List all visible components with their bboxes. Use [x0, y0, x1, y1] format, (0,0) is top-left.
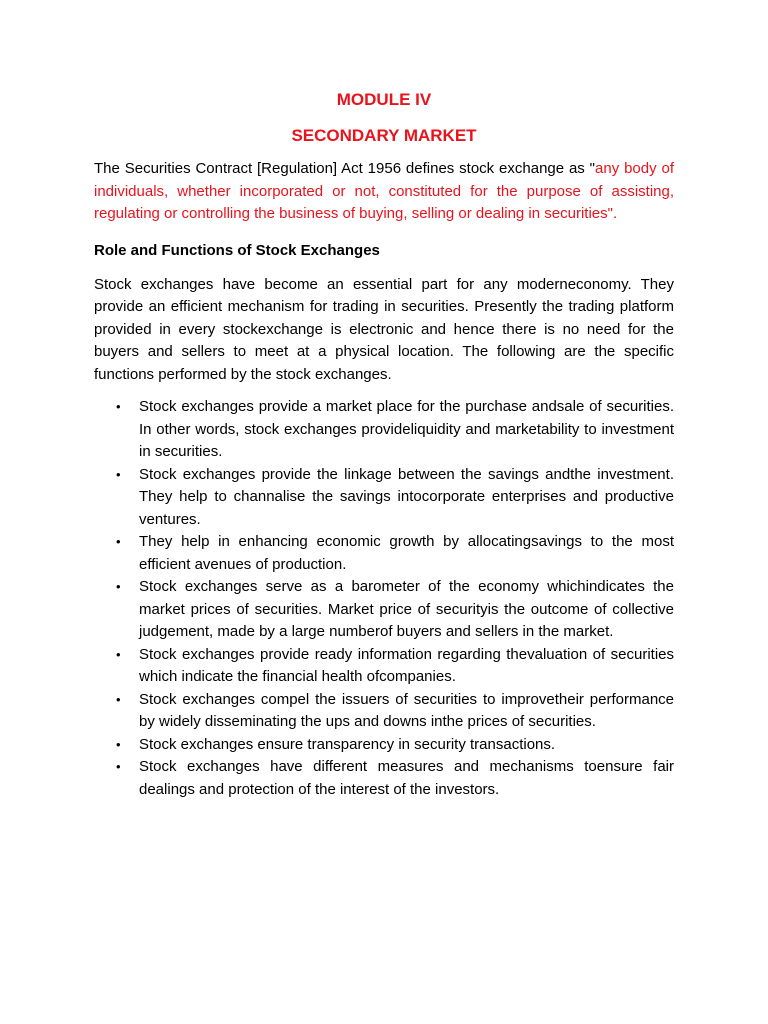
list-item: [116, 576, 674, 644]
bullet-icon: •: [116, 399, 121, 414]
bullet-icon: •: [116, 466, 121, 482]
list-item-text: Stock exchanges ensure transparency in security transactions.: [139, 735, 556, 753]
section-heading: Role and Functions of Stock Exchanges: [94, 241, 380, 259]
list-item-text: Stock exchanges provide a market place for the purchase andsale of securities. In other words, stock exchanges provideliquidity and marketability to investment in securities.: [139, 398, 674, 460]
bullet-icon: •: [116, 579, 121, 594]
list-item: [116, 734, 674, 757]
list-item: [116, 644, 674, 689]
intro-definition: any body of individuals, whether incorporated or not, constituted for the purpose of assisting, regulating or controlling the business of buying, selling or dealing in securities".: [94, 160, 674, 222]
list-item-text: Stock exchanges compel the issuers of securities to improvetheir performance by widely disseminating the ups and downs inthe prices of securities.: [139, 690, 674, 730]
intro-paragraph: [94, 158, 674, 226]
bullet-icon: •: [116, 759, 121, 774]
bullet-icon: •: [116, 736, 121, 752]
list-item: [116, 464, 674, 532]
list-item: [116, 689, 674, 734]
intro-text: The Securities Contract [Regulation] Act 1956 defines stock exchange as ": [94, 160, 596, 177]
bullet-icon: •: [116, 691, 121, 707]
overview-paragraph: Stock exchanges have become an essential part for any moderneconomy. They provide an efficient mechanism for trading in securities. Presently the trading platform provided in every stockexchange is electronic and hence there is no need for the buyers and sellers to meet at a physical location. The following are the specific functions performed by the stock exchanges.: [94, 275, 674, 383]
list-item-text: Stock exchanges provide ready information regarding thevaluation of securities which indicate the financial health ofcompanies.: [139, 645, 674, 685]
list-item: [116, 756, 674, 801]
list-item-text: They help in enhancing economic growth by allocatingsavings to the most efficient avenues of production.: [139, 533, 674, 573]
list-item-text: Stock exchanges have different measures and mechanisms toensure fair dealings and protection of the interest of the investors.: [139, 758, 674, 798]
functions-list: [94, 396, 674, 801]
bullet-icon: •: [116, 534, 121, 549]
list-item: [116, 396, 674, 464]
module-title: MODULE IV: [336, 90, 432, 109]
list-item-text: Stock exchanges serve as a barometer of the economy whichindicates the market prices of securities. Market price of securityis the outcome of collective judgement, made by a large numberof buyers and sellers in the market.: [139, 578, 674, 640]
module-subtitle: SECONDARY MARKET: [291, 126, 477, 145]
bullet-icon: •: [116, 646, 121, 662]
list-item-text: Stock exchanges provide the linkage between the savings andthe investment. They help to channalise the savings intocorporate enterprises and productive ventures.: [139, 465, 674, 528]
list-item: [116, 531, 674, 576]
